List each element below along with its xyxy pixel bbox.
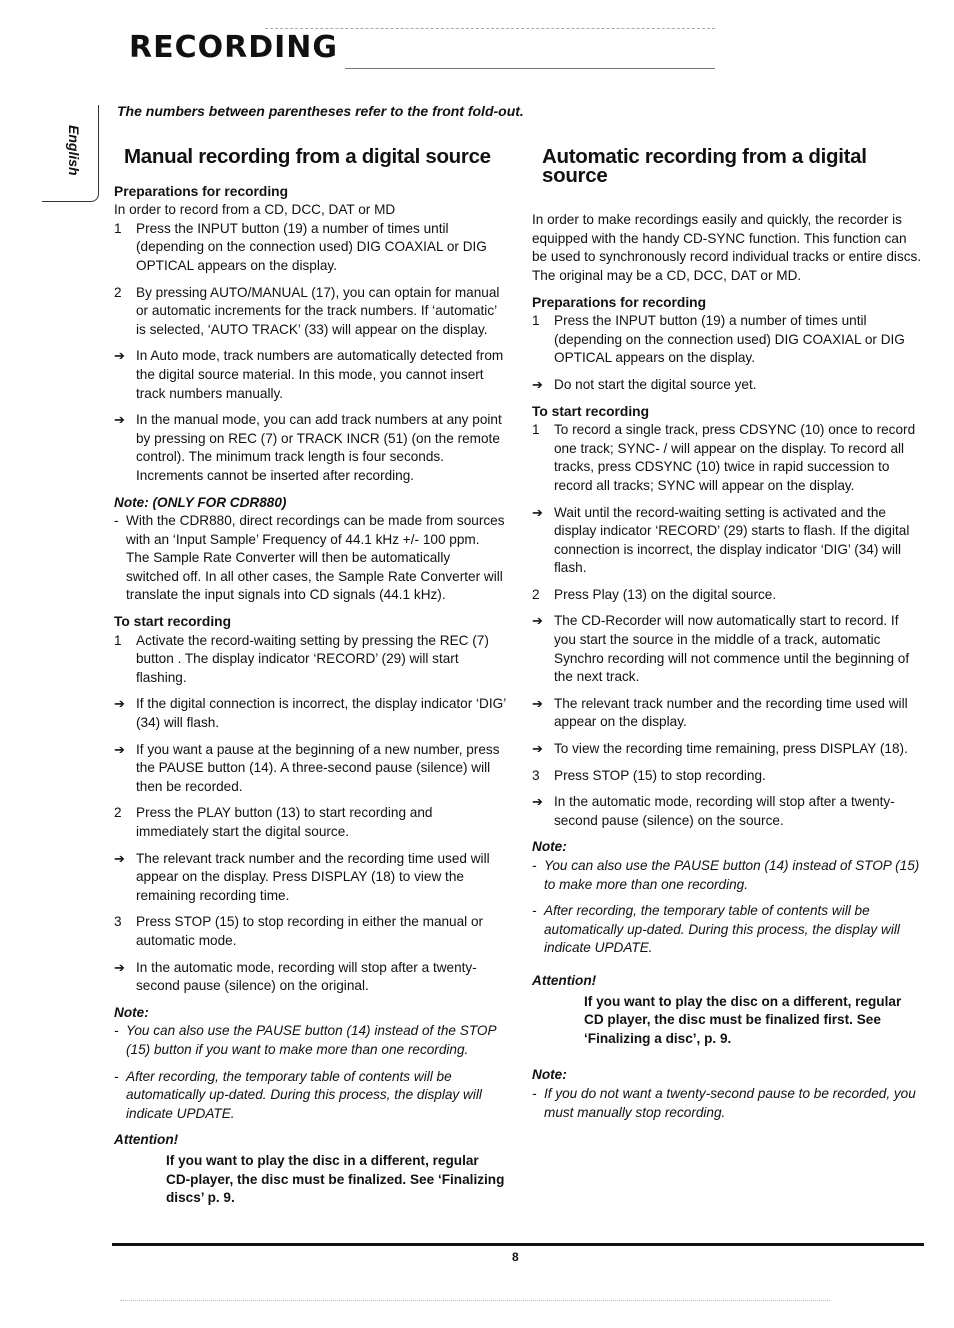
footer-rule [112, 1243, 924, 1246]
left-prep-heading: Preparations for recording [114, 183, 289, 199]
left-prep-step-1: 1 Press the INPUT button (19) a number of times until (depending on the connection used) DIG COAXIAL or DIG OPTICAL appears on the display. [114, 220, 487, 273]
right-prep-heading: Preparations for recording [532, 294, 707, 310]
left-arrow-note: ➔ If the digital connection is incorrect, the display indicator ‘DIG’ (34) will flash. [114, 695, 506, 732]
left-start-step-1: 1 Activate the record-waiting setting by pressing the REC (7) button . The display indicator ‘RECORD’ (29) will start flashing. [114, 632, 489, 685]
language-label: English [66, 125, 82, 176]
right-note-3: - If you do not want a twenty-second pause to be recorded, you must manually stop recording. [532, 1085, 924, 1122]
left-attention-heading: Attention! [114, 1132, 179, 1148]
language-tab [42, 105, 99, 202]
right-note-heading: Note: [532, 839, 567, 855]
right-start-heading: To start recording [532, 403, 650, 419]
left-column [114, 145, 506, 1208]
right-attention-text: If you want to play the disc on a different, regular CD player, the disc must be finalized first. See ‘Finalizing a disc’, p. 9. [584, 993, 902, 1046]
left-attention-text: If you want to play the disc in a different, regular CD-player, the disc must be finalized. See ‘Finalizing discs’ p. 9. [166, 1152, 505, 1206]
top-decorative-rule [265, 28, 715, 29]
right-prep-step-1: 1 Press the INPUT button (19) a number of times until (depending on the connection used) DIG COAXIAL or DIG OPTICAL appears on the display. [532, 313, 905, 366]
left-arrow-note: ➔ The relevant track number and the recording time used will appear on the display. Press DISPLAY (18) to view the remaining recording time. [114, 850, 506, 906]
right-column [532, 145, 924, 1122]
right-arrow-note: ➔ Wait until the record-waiting setting is activated and the display indicator ‘RECORD’ (29) starts to flash. If the digital connection is incorrect, the display indicator ‘DIG’ (34) will flash. [532, 504, 924, 578]
automatic-recording-heading: Automatic recording from a digital source [542, 145, 867, 187]
left-arrow-note: ➔ In the automatic mode, recording will stop after a twenty-second pause (silence) on the original. [114, 959, 506, 996]
left-start-step-2: 2 Press the PLAY button (13) to start recording and immediately start the digital source. [114, 805, 433, 839]
title-underline [345, 68, 715, 69]
right-arrow-note: ➔ Do not start the digital source yet. [532, 376, 924, 395]
note-cdr880-text: - With the CDR880, direct recordings can be made from sources with an ‘Input Sample’ Frequency of 44.1 kHz +/- 100 ppm. The Sample Rate Converter will then be automatically switched off. In all other cases, the Sample Rate Converter will translate the input signals into CD signals (44.1 kHz). [114, 512, 506, 605]
right-start-step-2: 2 Press Play (13) on the digital source. [532, 586, 777, 602]
left-note-1: - You can also use the PAUSE button (14) instead of the STOP (15) button if you want to make more than one recording. [114, 1022, 506, 1059]
right-arrow-note: ➔ The relevant track number and the recording time used will appear on the display. [532, 695, 924, 732]
right-note-2: - After recording, the temporary table of contents will be automatically up-dated. During this process, the display will indicate UPDATE. [532, 902, 924, 958]
right-intro: In order to make recordings easily and quickly, the recorder is equipped with the handy CD-SYNC function. This function can be used to synchronously record individual tracks or entire discs. The original may be a CD, DCC, DAT or MD. [532, 212, 922, 283]
intro-note: The numbers between parentheses refer to the front fold-out. [117, 103, 524, 119]
right-arrow-note: ➔ In the automatic mode, recording will stop after a twenty- second pause (silence) on the source. [532, 793, 924, 830]
left-start-heading: To start recording [114, 614, 232, 630]
right-note-3-heading: Note: [532, 1067, 567, 1083]
left-arrow-note: ➔ If you want a pause at the beginning of a new number, press the PAUSE button (14). A three-second pause (silence) will then be recorded. [114, 741, 506, 797]
left-arrow-note: ➔ In the manual mode, you can add track numbers at any point by pressing on REC (7) or TRACK INCR (51) (on the remote control). The minimum track length is four seconds. Increments cannot be inserted after recording. [114, 411, 506, 485]
page-number: 8 [512, 1250, 519, 1264]
right-arrow-note: ➔ The CD-Recorder will now automatically start to record. If you start the source in the middle of a track, automatic Synchro recording will not commence until the beginning of the next track. [532, 612, 924, 686]
left-prep-intro: In order to record from a CD, DCC, DAT or MD [114, 202, 396, 218]
page-title: RECORDING [129, 30, 339, 65]
left-start-step-3: 3 Press STOP (15) to stop recording in either the manual or automatic mode. [114, 914, 484, 948]
note-cdr880-heading: Note: (ONLY FOR CDR880) [114, 494, 287, 510]
manual-recording-heading: Manual recording from a digital source [124, 145, 491, 168]
right-arrow-note: ➔ To view the recording time remaining, press DISPLAY (18). [532, 740, 924, 759]
right-note-1: - You can also use the PAUSE button (14) instead of STOP (15) to make more than one recording. [532, 857, 924, 894]
right-start-step-1: 1 To record a single track, press CDSYNC (10) once to record one track; SYNC- / will appear on the display. To record all tracks, press CDSYNC (10) twice in rapid succession to record all tracks; SYNC will appear on the display. [532, 422, 916, 493]
left-prep-step-2: 2 By pressing AUTO/MANUAL (17), you can optain for manual or automatic increments for the track numbers. If ‘automatic’ is selected, ‘AUTO TRACK’ (33) will appear on the display. [114, 284, 500, 337]
scan-noise [120, 1300, 830, 1301]
left-arrow-note: ➔ In Auto mode, track numbers are automatically detected from the digital source material. In this mode, you cannot insert track numbers manually. [114, 347, 506, 403]
right-attention-heading: Attention! [532, 972, 597, 988]
right-start-step-3: 3 Press STOP (15) to stop recording. [532, 767, 766, 783]
left-note-2: - After recording, the temporary table of contents will be automatically up-dated. During this process, the display will indicate UPDATE. [114, 1068, 506, 1124]
left-note-heading: Note: [114, 1004, 149, 1020]
